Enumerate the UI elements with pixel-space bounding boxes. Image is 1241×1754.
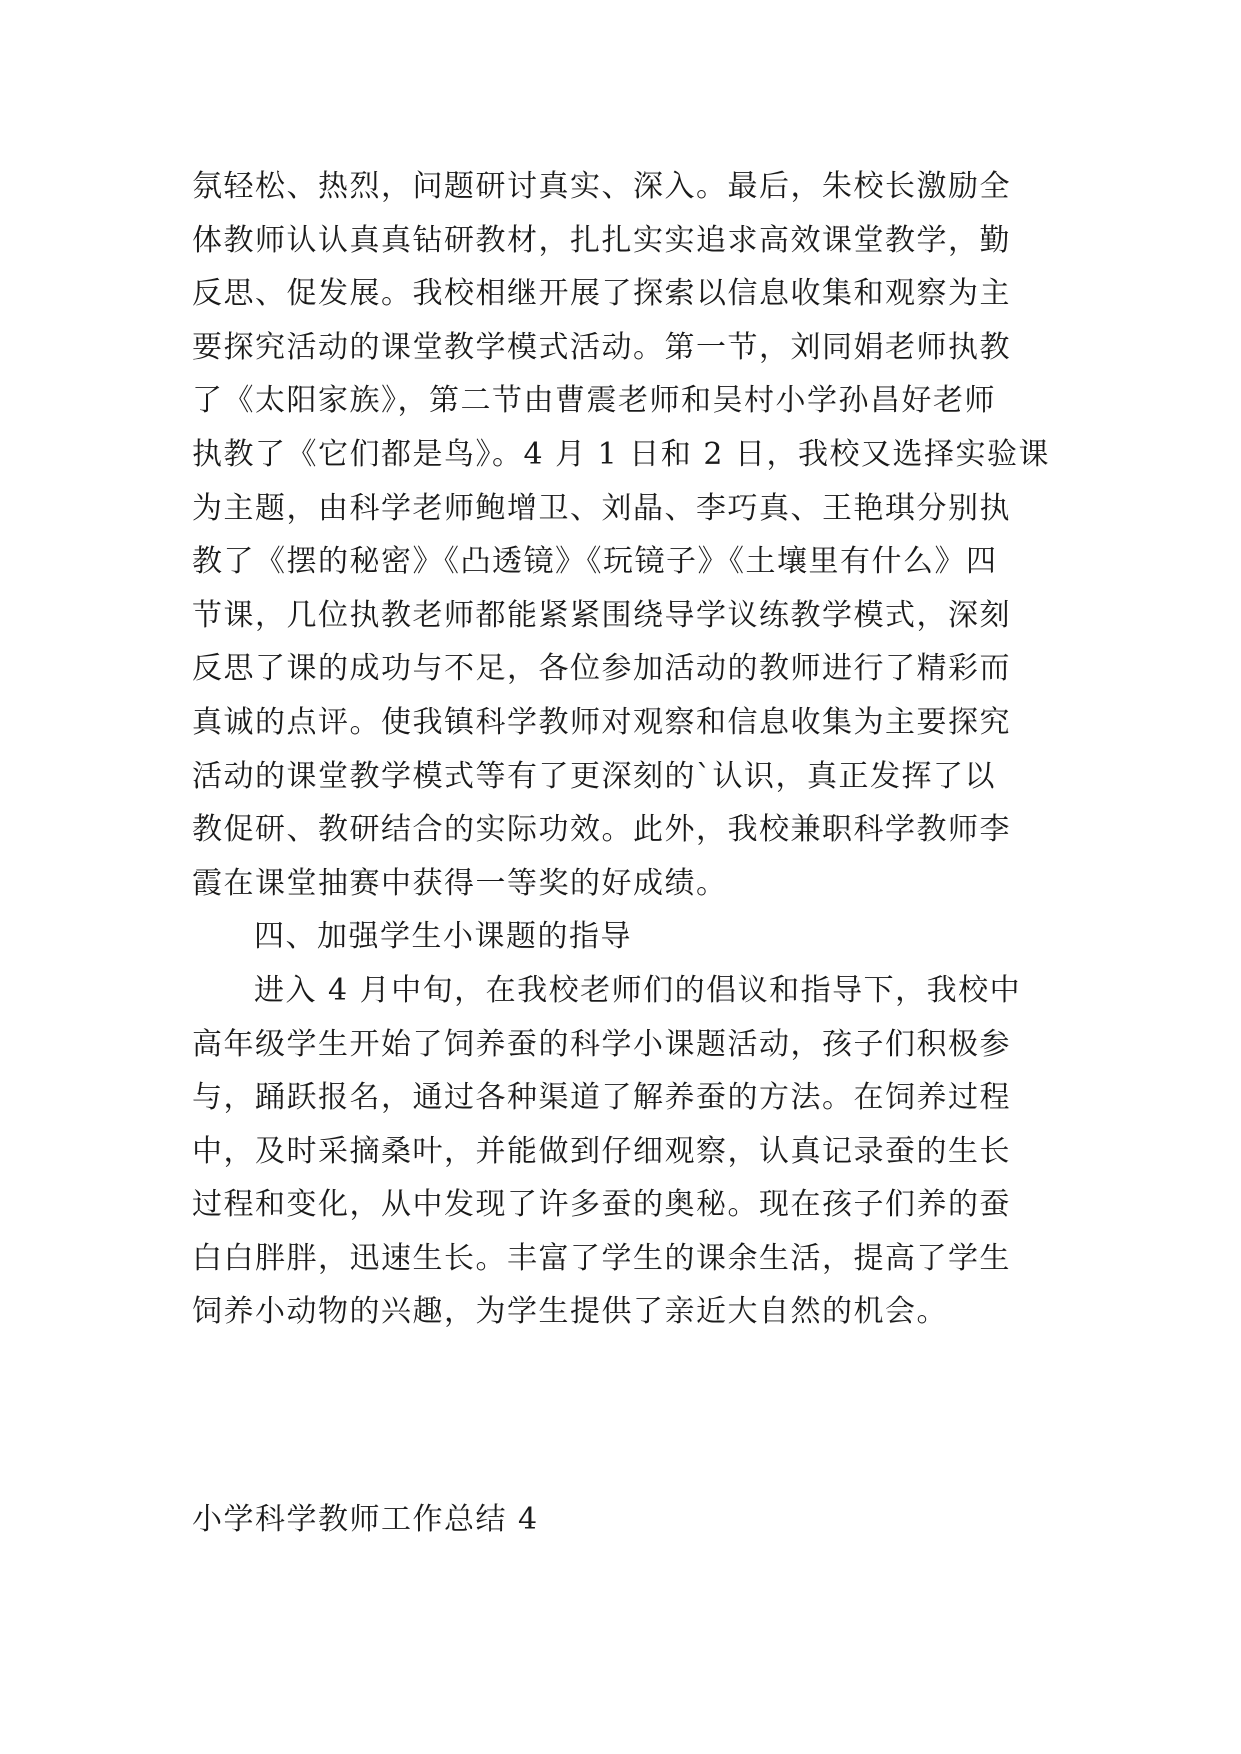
text-line: 进入 4 月中旬，在我校老师们的倡议和指导下，我校中	[254, 972, 1022, 1008]
text-line: 氛轻松、热烈，问题研讨真实、深入。最后，朱校长激励全	[192, 169, 1011, 204]
text-line: 为主题，由科学老师鲍增卫、刘晶、李巧真、王艳琪分别执	[192, 490, 1011, 526]
text-line: 执教了《它们都是鸟》。4 月 1 日和 2 日，我校又选择实验课	[192, 436, 1050, 472]
text-line: 霞在课堂抽赛中获得一等奖的好成绩。	[192, 865, 728, 901]
text-line: 过程和变化，从中发现了许多蚕的奥秘。现在孩子们养的蚕	[192, 1187, 1011, 1223]
text-line: 与，踊跃报名，通过各种渠道了解养蚕的方法。在饲养过程	[192, 1080, 1011, 1116]
text-line: 白白胖胖，迅速生长。丰富了学生的课余生活，提高了学生	[192, 1240, 1011, 1276]
text-line: 高年级学生开始了饲养蚕的科学小课题活动，孩子们积极参	[192, 1026, 1011, 1062]
text-line: 活动的课堂教学模式等有了更深刻的`认识，真正发挥了以	[192, 758, 996, 794]
text-line: 要探究活动的课堂教学模式活动。第一节，刘同娟老师执教	[192, 329, 1011, 365]
text-line: 反思、促发展。我校相继开展了探索以信息收集和观察为主	[192, 276, 1011, 312]
text-line: 教促研、教研结合的实际功效。此外，我校兼职科学教师李	[192, 812, 1011, 848]
text-line: 反思了课的成功与不足，各位参加活动的教师进行了精彩而	[192, 651, 1011, 687]
document-body	[192, 160, 1052, 1339]
text-line: 节课，几位执教老师都能紧紧围绕导学议练教学模式，深刻	[192, 597, 1011, 633]
text-line: 体教师认认真真钻研教材，扎扎实实追求高效课堂教学，勤	[192, 222, 1011, 258]
text-line: 中，及时采摘桑叶，并能做到仔细观察，认真记录蚕的生长	[192, 1133, 1011, 1169]
text-line: 真诚的点评。使我镇科学教师对观察和信息收集为主要探究	[192, 704, 1011, 740]
section-heading: 四、加强学生小课题的指导	[254, 919, 632, 955]
text-line: 教了《摆的秘密》《凸透镜》《玩镜子》《土壤里有什么》四	[192, 544, 998, 580]
text-line: 了《太阳家族》，第二节由曹震老师和吴村小学孙昌好老师	[192, 383, 996, 419]
text-line: 饲养小动物的兴趣，为学生提供了亲近大自然的机会。	[192, 1294, 948, 1330]
next-document-title: 小学科学教师工作总结 4	[192, 1502, 539, 1537]
